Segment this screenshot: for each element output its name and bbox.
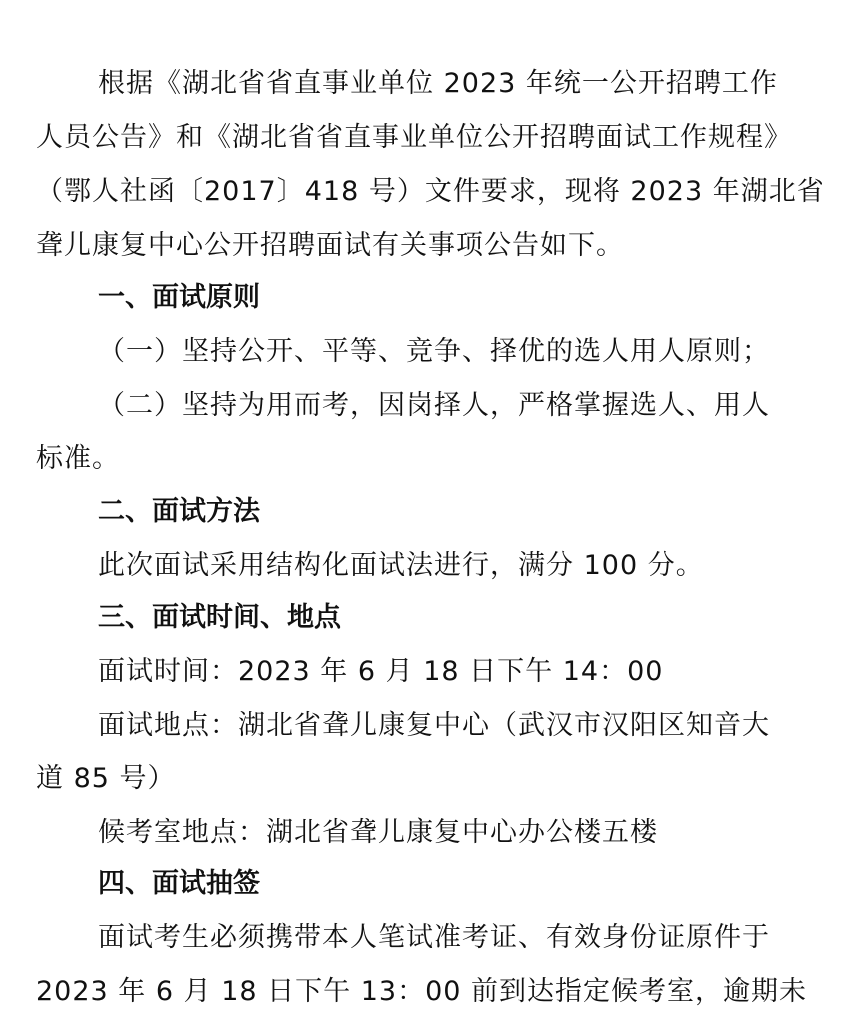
method-line: 此次面试采用结构化面试法进行，满分 100 分。 [98, 550, 704, 581]
interview-location-line-2: 道 85 号） [36, 763, 176, 794]
interview-time-line: 面试时间：2023 年 6 月 18 日下午 14：00 [98, 656, 664, 687]
draw-lots-line-1: 面试考生必须携带本人笔试准考证、有效身份证原件于 [98, 922, 770, 953]
section-heading-1: 一、面试原则 [98, 282, 260, 313]
intro-line-4: 聋儿康复中心公开招聘面试有关事项公告如下。 [36, 230, 624, 261]
intro-line-1: 根据《湖北省省直事业单位 2023 年统一公开招聘工作 [98, 68, 778, 99]
interview-location-line-1: 面试地点：湖北省聋儿康复中心（武汉市汉阳区知音大 [98, 710, 770, 741]
principle-item-2-line-1: （二）坚持为用而考，因岗择人，严格掌握选人、用人 [98, 390, 770, 421]
draw-lots-line-2: 2023 年 6 月 18 日下午 13：00 前到达指定候考室，逾期未 [36, 976, 808, 1007]
intro-line-2: 人员公告》和《湖北省省直事业单位公开招聘面试工作规程》 [36, 122, 792, 153]
principle-item-1: （一）坚持公开、平等、竞争、择优的选人用人原则； [98, 336, 770, 367]
waiting-room-line: 候考室地点：湖北省聋儿康复中心办公楼五楼 [98, 817, 658, 848]
section-heading-3: 三、面试时间、地点 [98, 602, 341, 633]
section-heading-2: 二、面试方法 [98, 496, 260, 527]
intro-line-3: （鄂人社函〔2017〕418 号）文件要求，现将 2023 年湖北省 [36, 176, 825, 207]
section-heading-4: 四、面试抽签 [98, 868, 260, 899]
principle-item-2-line-2: 标准。 [36, 443, 120, 474]
